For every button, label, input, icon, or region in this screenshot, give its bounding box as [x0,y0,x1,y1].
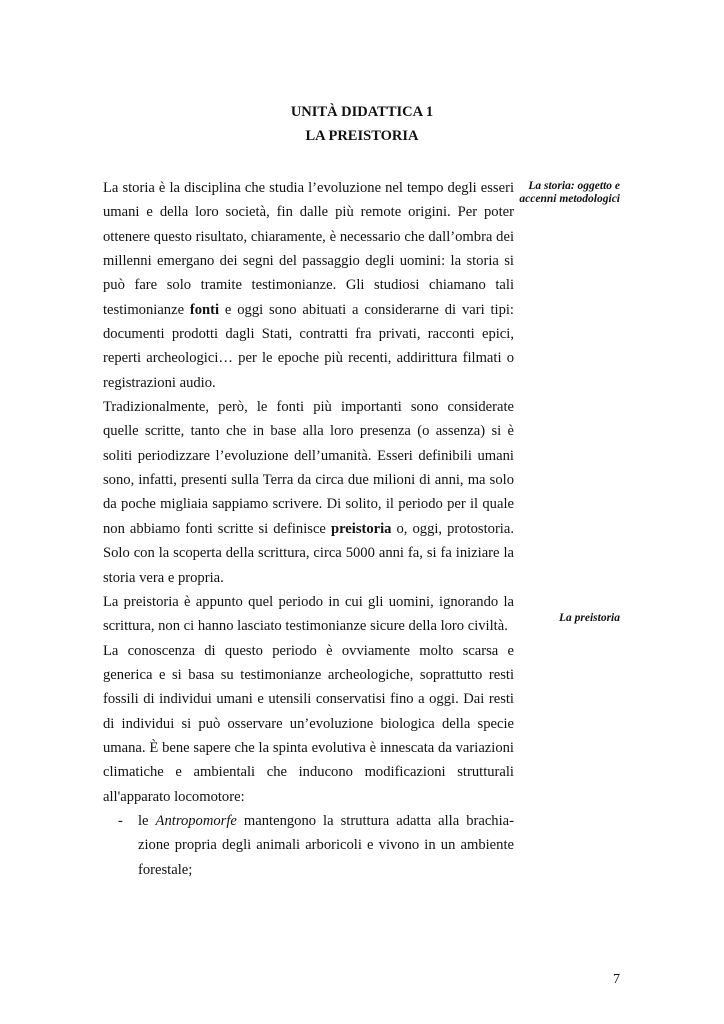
main-text [103,176,514,882]
paragraph-3: La preistoria è appunto quel periodo in cui gli uomini, ignorando la scrittura, non ci hanno lasciato testimonianze sicure della loro civiltà. [103,593,514,635]
paragraph-1-text-a: La storia è la disciplina che studia l’evoluzione nel tempo degli esseri umani e della loro società, fin dalle più remote origini. Per poter ottenere questo risultato, chiaramente, è necessario che dall’ombra dei millenni emergano dei segni del passaggio degli uomini: la storia si può fare solo tramite testimonianze. Gli studiosi chiamano tali testimonianze [103,180,514,318]
list-dash: - [118,812,123,829]
term-antropomorfe: Antropomorfe [155,812,237,829]
chapter-title: LA PREISTORIA [305,128,419,144]
list-item-text-a: le [138,812,156,829]
chapter-heading [103,100,621,148]
term-preistoria: preistoria [330,520,392,537]
margin-note-storia: La storia: oggetto e accenni metodologici [519,180,620,205]
paragraph-1 [103,176,514,395]
unit-title: UNITÀ DIDATTICA 1 [290,104,434,120]
paragraph-2 [103,395,514,590]
margin-note-preistoria: La preistoria [558,612,620,624]
list-item [103,809,514,882]
paragraph-1-text-b: e oggi sono abituati a considerarne di vari tipi: documenti prodotti dagli Stati, contratti fra privati, racconti epici, reperti archeologici… per le epoche più recenti, addirittura filmati o registrazioni audio. [103,301,514,391]
list-item-text-b: mantengono la struttura adatta alla brachia-zione propria degli animali arboricoli e vivono in un ambiente forestale; [138,812,514,878]
page-number: 7 [613,972,620,987]
paragraph-4: La conoscenza di questo periodo è ovviamente molto scarsa e generica e si basa su testimonianze archeologiche, soprattutto resti fossili di individui umani e utensili conservatisi fino a oggi. Dai resti di individui si può osservare un’evoluzione biologica della specie umana. È bene sapere che la spinta evolutiva è innescata da variazioni climatiche e ambientali che inducono modificazioni strutturali all'apparato locomotore: [103,642,514,805]
evolution-list [103,809,514,882]
paragraph-2-text-a: Tradizionalmente, però, le fonti più importanti sono considerate quelle scritte, tanto che in base alla loro presenza (o assenza) si è soliti periodizzare l’evoluzione dell’umanità. Esseri definibili umani sono, infatti, presenti sulla Terra da circa due milioni di anni, ma solo da poche migliaia sappiamo scrivere. Di solito, il periodo per il quale non abbiamo fonti scritte si definisce [103,399,514,537]
paragraph-2-text-b: o, oggi, protostoria. Solo con la scoperta della scrittura, circa 5000 anni fa, si fa iniziare la storia vera e propria. [103,520,514,586]
term-fonti: fonti [189,301,220,318]
